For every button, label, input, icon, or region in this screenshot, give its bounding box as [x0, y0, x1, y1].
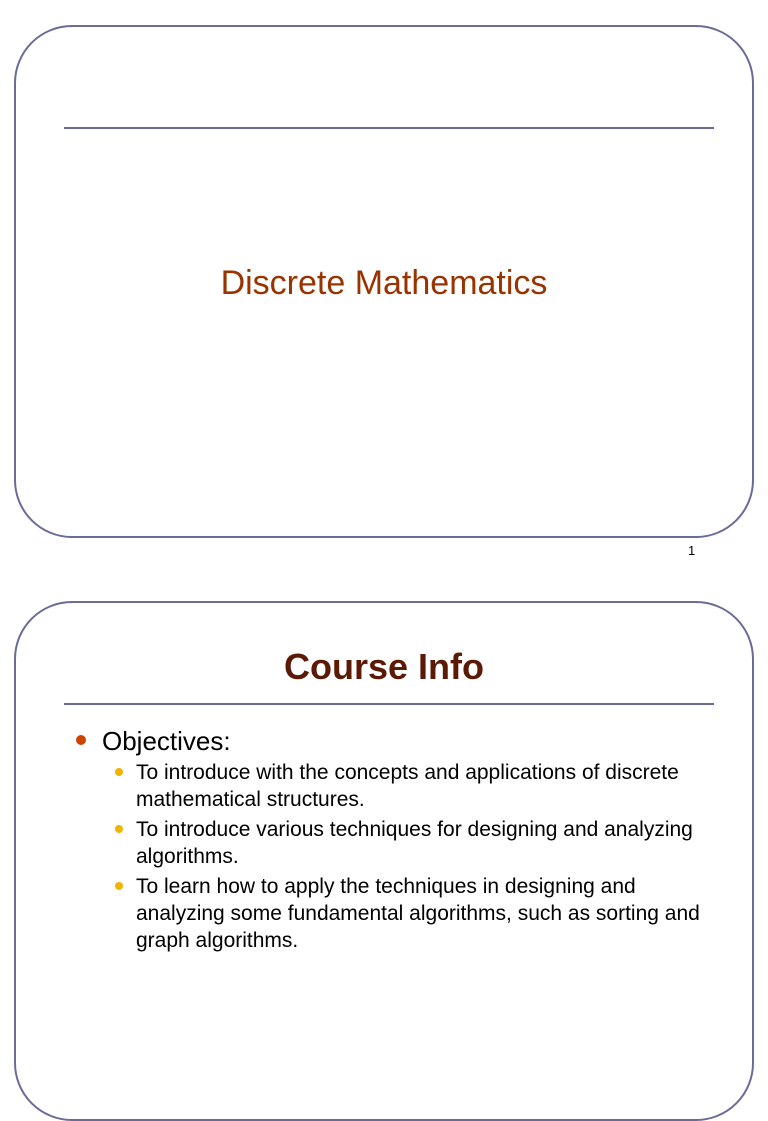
bullet-label: Objectives: [102, 726, 231, 756]
slide-title: Course Info [283, 646, 484, 687]
sub-bullet-list [102, 759, 716, 954]
sub-bullet-item [102, 873, 716, 954]
sub-bullet-dot-icon [115, 768, 123, 776]
sub-bullet-item [102, 816, 716, 870]
title-divider [64, 127, 714, 129]
sub-bullet-item [102, 759, 716, 813]
page-number: 1 [688, 543, 696, 558]
slide-2 [14, 601, 754, 1121]
sub-bullet-text: To introduce various techniques for designing and analyzing algorithms. [136, 818, 693, 868]
bullet-list [76, 725, 716, 957]
bullet-item [76, 725, 716, 954]
sub-bullet-dot-icon [115, 825, 123, 833]
slide-1 [14, 25, 754, 538]
bullet-dot-icon [76, 735, 86, 745]
title-divider [64, 703, 714, 705]
slide-title: Discrete Mathematics [220, 264, 548, 302]
sub-bullet-text: To learn how to apply the techniques in designing and analyzing some fundamental algorithms, such as sorting and graph algorithms. [136, 875, 700, 952]
sub-bullet-dot-icon [115, 882, 123, 890]
sub-bullet-text: To introduce with the concepts and applications of discrete mathematical structures. [136, 761, 679, 811]
